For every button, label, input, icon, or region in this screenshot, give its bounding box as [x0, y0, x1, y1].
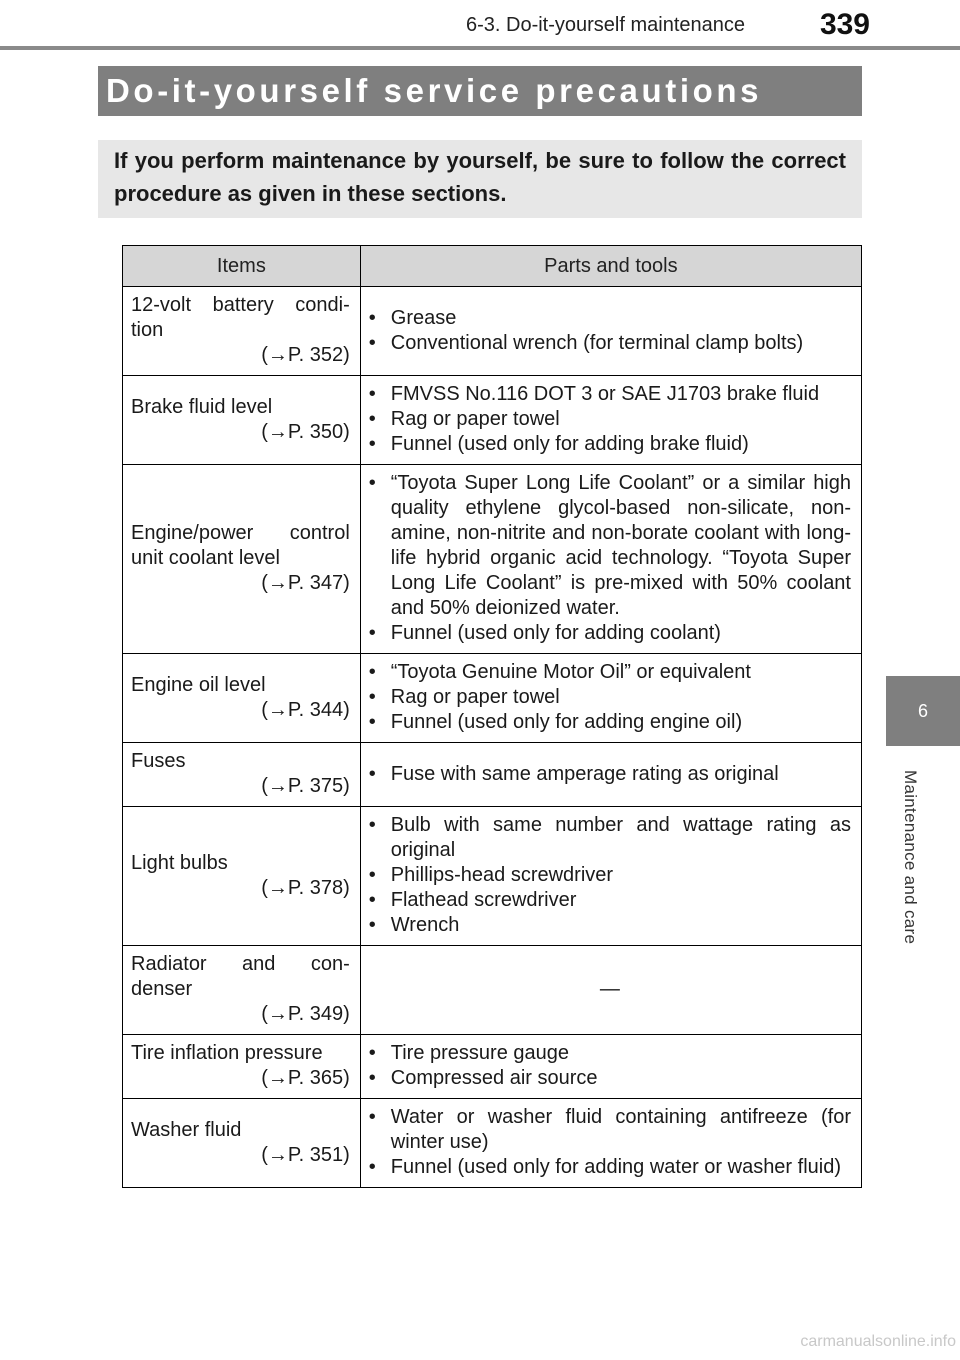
parts-and-tools-table [122, 245, 862, 1188]
item-cell [123, 654, 361, 743]
page-reference-link[interactable]: (→P. 378) [261, 876, 350, 899]
tools-cell [360, 287, 861, 376]
page-reference-link[interactable]: (→P. 375) [261, 775, 350, 797]
page-reference-link[interactable]: (→P. 347) [261, 572, 350, 594]
tool-item: • Phillips-head screwdriver [369, 863, 851, 888]
tool-item: • “Toyota Super Long Life Coolant” or a similar high quality ethylene glycol-based non-silicate, non-amine, non-nitrite and non-borate coolant with long-life hybrid organic acid technology. “Toyota Super Long Life Coolant” is pre-mixed with 50% coolant and 50% deionized water. [369, 471, 851, 621]
tools-cell [360, 1099, 861, 1188]
column-header-parts-and-tools: Parts and tools [360, 246, 861, 287]
table-row [123, 654, 862, 743]
table-header-row [123, 246, 862, 287]
column-header-items: Items [123, 246, 361, 287]
item-cell [123, 1099, 361, 1188]
intro-box: If you perform maintenance by yourself, be sure to follow the correct procedure as given in these sections. [98, 140, 862, 218]
item-name: Radiator and con-denser [131, 953, 350, 1000]
item-name: Brake fluid level [131, 395, 273, 418]
table-row [123, 376, 862, 465]
tool-item: • Wrench [369, 913, 851, 938]
table-row [123, 1035, 862, 1099]
item-name: Washer fluid [131, 1118, 242, 1141]
tool-item: • FMVSS No.116 DOT 3 or SAE J1703 brake fluid [369, 382, 851, 407]
tool-item: • Tire pressure gauge [369, 1041, 851, 1066]
item-cell [123, 465, 361, 654]
tool-item: • Funnel (used only for adding engine oil) [369, 710, 851, 735]
tool-item: • Conventional wrench (for terminal clamp bolts) [369, 331, 851, 356]
table-row [123, 743, 862, 807]
tools-cell-empty: — [360, 946, 861, 1035]
page-title: Do-it-yourself service precautions [98, 66, 862, 116]
item-cell [123, 376, 361, 465]
tool-item: • Grease [369, 306, 851, 331]
tool-item: • Funnel (used only for adding water or washer fluid) [369, 1155, 851, 1180]
tools-cell [360, 743, 861, 807]
item-name: Engine/power control unit coolant level [131, 522, 350, 569]
page-reference-link[interactable]: (→P. 352) [261, 344, 350, 366]
tools-cell [360, 654, 861, 743]
item-cell [123, 946, 361, 1035]
item-name: 12-volt battery condi-tion [131, 294, 350, 341]
item-cell [123, 287, 361, 376]
tool-item: • Fuse with same amperage rating as original [369, 762, 851, 787]
tool-item: • Rag or paper towel [369, 685, 851, 710]
table-row [123, 1099, 862, 1188]
tool-item: • “Toyota Genuine Motor Oil” or equivalent [369, 660, 851, 685]
item-cell [123, 743, 361, 807]
tools-cell [360, 1035, 861, 1099]
page-reference-link[interactable]: (→P. 344) [261, 698, 350, 721]
header-divider [0, 46, 960, 50]
page-reference-link[interactable]: (→P. 365) [261, 1067, 350, 1089]
table-row [123, 807, 862, 946]
tools-cell [360, 465, 861, 654]
watermark-url: carmanualsonline.info [800, 1333, 956, 1350]
page-reference-link[interactable]: (→P. 349) [261, 1003, 350, 1025]
tool-item: • Funnel (used only for adding coolant) [369, 621, 851, 646]
page-reference-link[interactable]: (→P. 350) [261, 420, 350, 443]
table-row [123, 946, 862, 1035]
tool-item: • Compressed air source [369, 1066, 851, 1091]
item-name: Tire inflation pressure [131, 1042, 323, 1064]
item-name: Fuses [131, 750, 186, 772]
table-row [123, 465, 862, 654]
item-name: Light bulbs [131, 851, 228, 874]
table-row [123, 287, 862, 376]
tools-cell [360, 807, 861, 946]
running-header-section: 6-3. Do-it-yourself maintenance [465, 14, 745, 36]
item-cell [123, 1035, 361, 1099]
chapter-label: Maintenance and care [901, 770, 920, 945]
item-cell [123, 807, 361, 946]
tool-item: • Funnel (used only for adding brake fluid) [369, 432, 851, 457]
page-reference-link[interactable]: (→P. 351) [261, 1143, 350, 1166]
tool-item: • Bulb with same number and wattage rating as original [369, 813, 851, 863]
page-number: 339 [819, 8, 870, 41]
tool-item: • Rag or paper towel [369, 407, 851, 432]
tools-cell [360, 376, 861, 465]
item-name: Engine oil level [131, 673, 266, 696]
chapter-tab[interactable]: 6 [886, 676, 960, 746]
tool-item: • Water or washer fluid containing antifreeze (for winter use) [369, 1105, 851, 1155]
tool-item: • Flathead screwdriver [369, 888, 851, 913]
